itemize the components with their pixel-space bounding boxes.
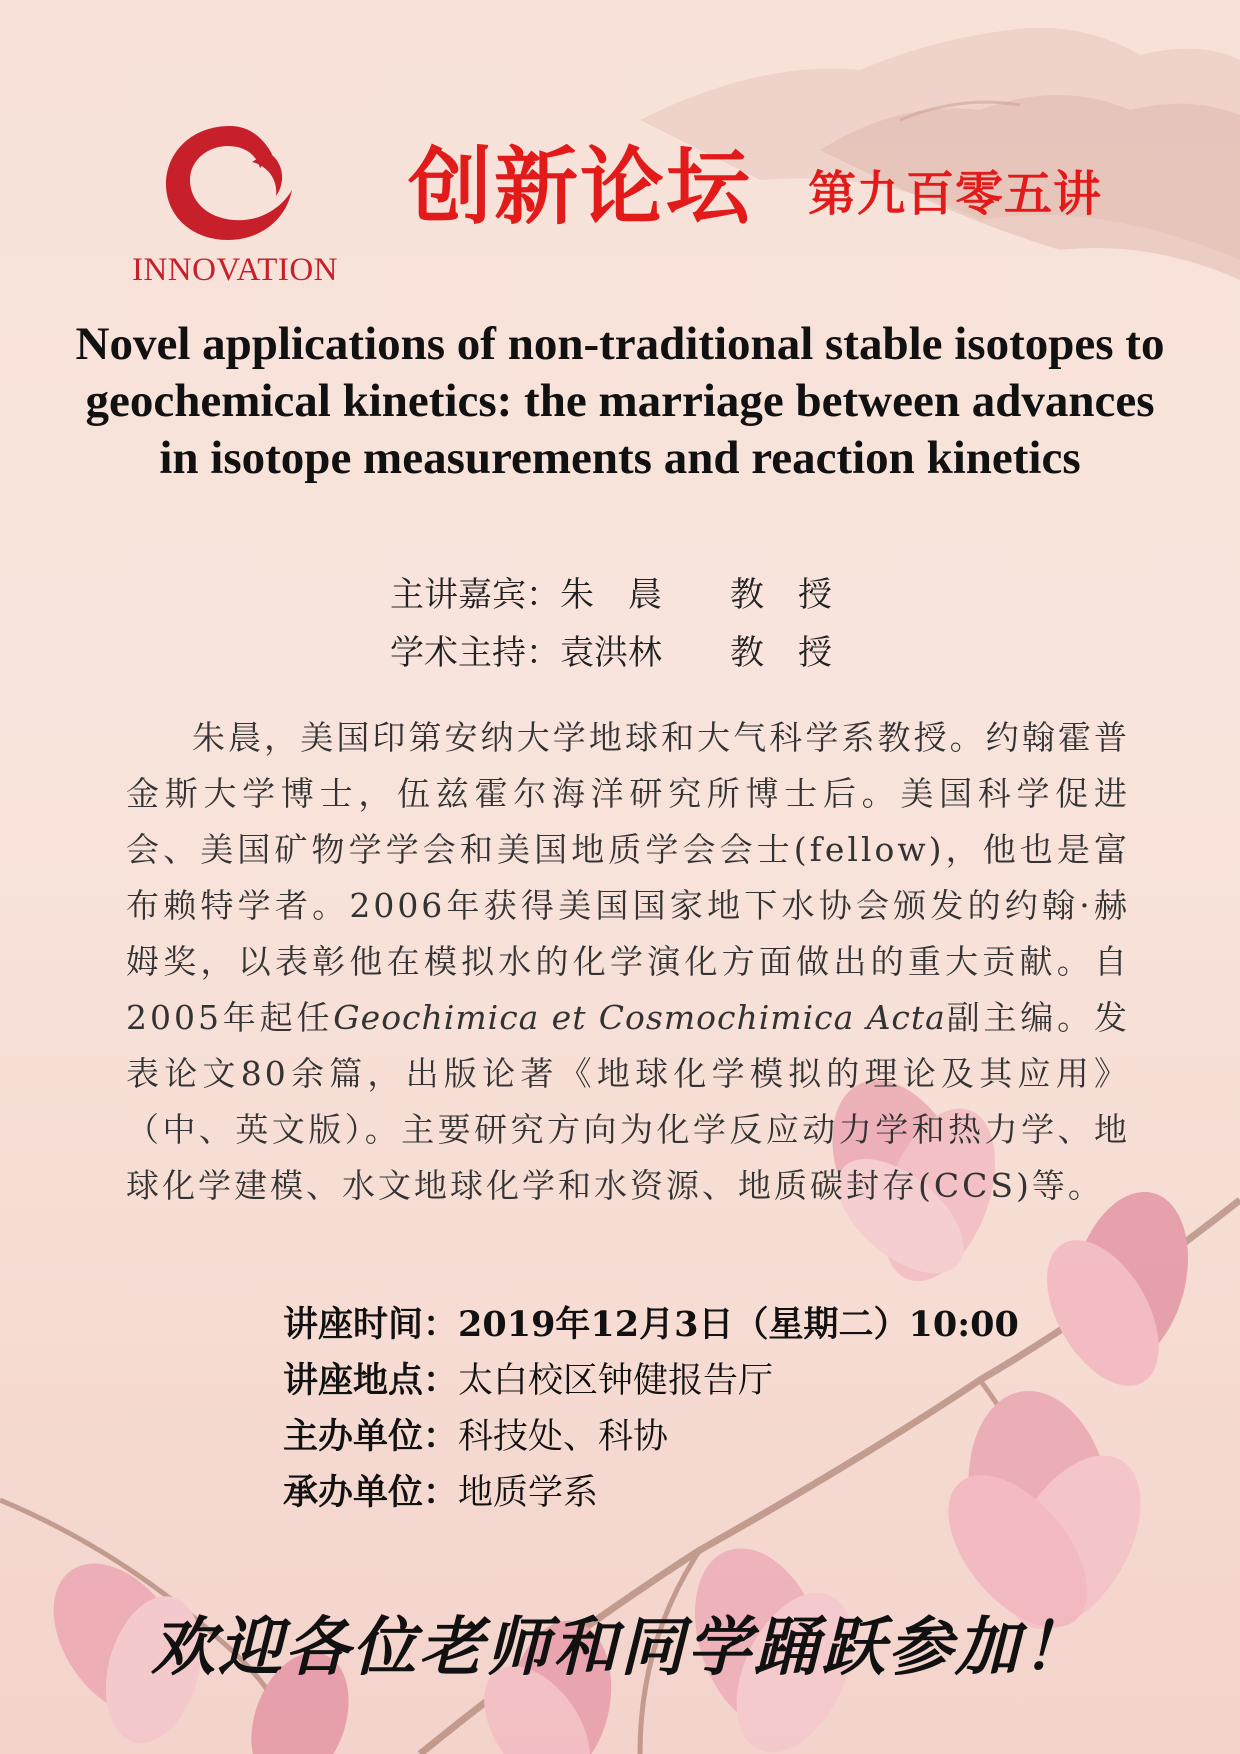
speaker-bio [126,710,1130,1214]
speaker-block [390,566,832,682]
speaker-label: 主讲嘉宾： [390,575,560,615]
host-title: 教 授 [730,633,832,673]
forum-title: 创新论坛 [408,137,753,236]
organizer-label: 承办单位： [283,1472,459,1513]
place-label: 讲座地点： [283,1360,459,1401]
bio-part-1: 朱晨，美国印第安纳大学地球和大气科学系教授。约翰霍普金斯大学博士，伍兹霍尔海洋研究所博士后。美国科学促进会、美国矿物学学会和美国地质学会会士(fellow)，他也是富布赖特学者。2006年获得美国国家地下水协会颁发的约翰·赫姆奖，以表彰他在模拟水的化学演化方面做出的重大贡献。自2005年起任 [126,718,1130,1037]
welcome-message: 欢迎各位老师和同学踊跃参加！ [151,1610,1089,1685]
logo-text: INNOVATION [131,252,339,288]
speaker-row [390,566,832,624]
organizer-value: 地质学系 [458,1473,599,1513]
host-row [390,624,832,682]
time-label: 讲座时间： [283,1304,459,1345]
talk-title: Novel applications of non-traditional stable isotopes to geochemical kinetics: the marriage between advances in isotope measurements and reaction kinetics [75,318,1165,484]
journal-name: Geochimica et Cosmochimica Acta [333,998,946,1037]
speaker-name: 朱 晨 [560,575,662,615]
host-unit-label: 主办单位： [283,1416,459,1457]
speaker-title: 教 授 [730,575,832,615]
host-label: 学术主持： [390,633,560,673]
host-unit-value: 科技处、科协 [458,1417,669,1457]
time-value: 2019年12月3日（星期二）10:00 [458,1304,1019,1345]
swirl-logo-icon [160,118,300,248]
host-unit-row [283,1409,1019,1465]
place-row [283,1353,1019,1409]
bio-part-2: 副主编。发表论文80余篇，出版论著《地球化学模拟的理论及其应用》（中、英文版）。主要研究方向为化学反应动力学和热力学、地球化学建模、水文地球化学和水资源、地质碳封存(CCS)等。 [126,998,1130,1205]
place-value: 太白校区钟健报告厅 [458,1361,774,1401]
time-row [283,1297,1019,1353]
organizer-row [283,1465,1019,1521]
lecture-number: 第九百零五讲 [808,166,1103,222]
host-name: 袁洪林 [560,633,662,673]
event-info [283,1297,1019,1521]
innovation-logo [120,118,350,298]
